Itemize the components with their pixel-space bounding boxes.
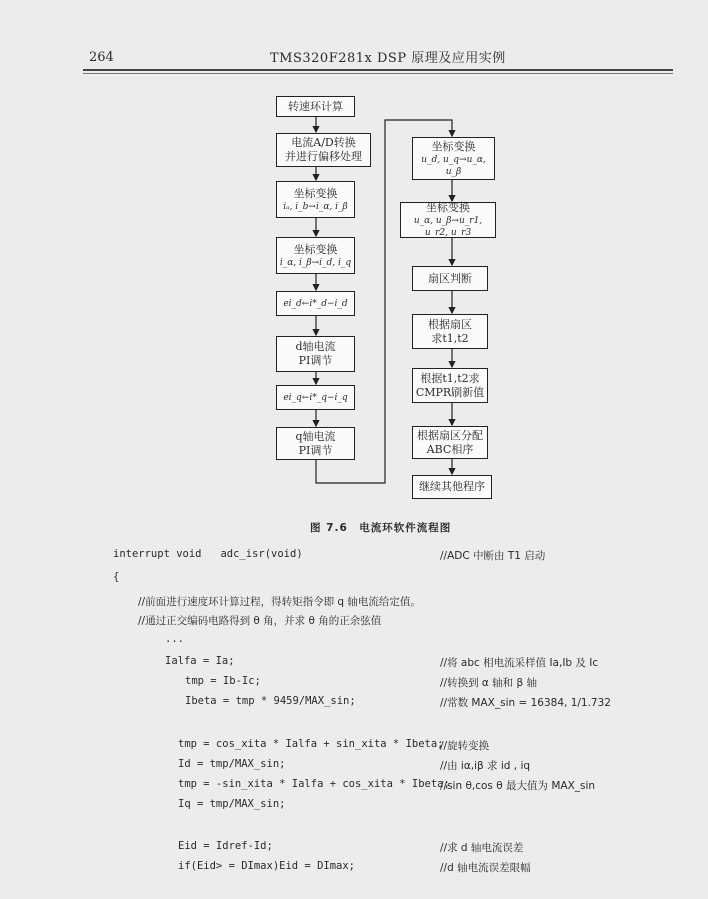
flow-box-inverse-park: 坐标变换 u_d, u_q→u_α, u_β <box>412 137 495 180</box>
code-line: Ibeta = tmp * 9459/MAX_sin; <box>185 695 356 707</box>
code-line: Id = tmp/MAX_sin; <box>178 758 286 770</box>
code-comment: //sin θ,cos θ 最大值为 MAX_sin <box>440 780 596 792</box>
flow-box-inverse-clarke: 坐标变换 u_α, u_β→u_r1, u_r2, u_r3 <box>400 202 496 238</box>
code-line: Eid = Idref-Id; <box>178 840 273 852</box>
flow-box-d-pi: d轴电流 PI调节 <box>276 336 355 372</box>
running-header-title: TMS320F281x DSP 原理及应用实例 <box>270 51 506 66</box>
code-comment: //旋转变换 <box>440 740 490 752</box>
flow-box-abc-order: 根据扇区分配 ABC相序 <box>412 426 488 459</box>
code-line: Ialfa = Ia; <box>165 655 235 667</box>
code-line: tmp = -sin_xita * Ialfa + cos_xita * Ibeta; <box>178 778 450 790</box>
code-line: tmp = Ib-Ic; <box>185 675 261 687</box>
flow-box-cmpr: 根据t1,t2求 CMPR刷新值 <box>412 368 488 403</box>
code-line: tmp = cos_xita * Ialfa + sin_xita * Ibeta; <box>178 738 444 750</box>
code-comment: //将 abc 相电流采样值 Ia,Ib 及 Ic <box>440 657 599 669</box>
flow-box-speed-loop: 转速环计算 <box>276 96 355 117</box>
flow-box-d-error: ei_d←i*_d−i_d <box>276 291 355 316</box>
code-line: { <box>113 571 120 583</box>
code-comment: //ADC 中断由 T1 启动 <box>440 550 546 562</box>
code-line: if(Eid> = DImax)Eid = DImax; <box>178 860 356 872</box>
code-line: ... <box>165 633 184 645</box>
flow-box-current-adc: 电流A/D转换 并进行偏移处理 <box>276 133 371 167</box>
code-line: Iq = tmp/MAX_sin; <box>178 798 286 810</box>
code-comment: //求 d 轴电流误差 <box>440 842 524 854</box>
code-comment: //转换到 α 轴和 β 轴 <box>440 677 538 689</box>
code-comment: //d 轴电流误差限幅 <box>440 862 531 874</box>
flow-box-q-error: ei_q←i*_q−i_q <box>276 385 355 410</box>
figure-caption: 图 7.6 电流环软件流程图 <box>310 522 452 534</box>
code-comment: //通过正交编码电路得到 θ 角，并求 θ 角的正余弦值 <box>138 615 382 627</box>
flow-box-t1t2: 根据扇区 求t1,t2 <box>412 314 488 349</box>
flow-box-sector: 扇区判断 <box>412 266 488 291</box>
flow-box-park-transform: 坐标变换 i_α, i_β→i_d, i_q <box>276 237 355 274</box>
code-comment: //前面进行速度环计算过程，得转矩指令即 q 轴电流给定值。 <box>138 596 421 608</box>
flow-box-q-pi: q轴电流 PI调节 <box>276 427 355 460</box>
code-comment: //由 iα,iβ 求 id , iq <box>440 760 531 772</box>
code-comment: //常数 MAX_sin = 16384, 1/1.732 <box>440 697 611 709</box>
flow-box-continue: 继续其他程序 <box>412 475 492 499</box>
flow-box-clarke-transform: 坐标变换 iₐ, i_b→i_α, i_β <box>276 181 355 218</box>
page-number: 264 <box>89 50 114 65</box>
code-line: interrupt void adc_isr(void) <box>113 548 303 560</box>
